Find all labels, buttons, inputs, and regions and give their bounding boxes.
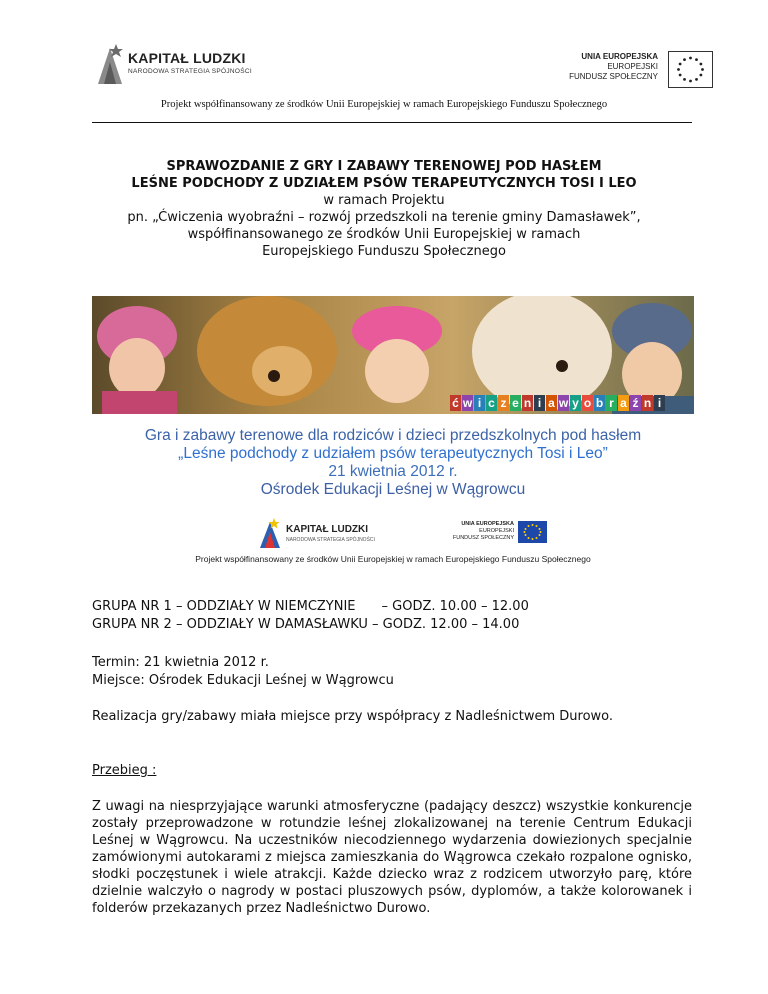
banner-letter: i xyxy=(534,395,545,411)
poster-eu-line-3: FUNDUSZ SPOŁECZNY xyxy=(452,535,514,541)
banner-letter: a xyxy=(618,395,629,411)
report-title-block xyxy=(60,158,708,260)
report-title-line-4: pn. „Ćwiczenia wyobraźni – rozwój przedszkoli na terenie gminy Damasławek”, xyxy=(127,210,641,225)
group-2-line: GRUPA NR 2 – ODDZIAŁY W DAMASŁAWKU – GODZ. 12.00 – 14.00 xyxy=(92,617,520,632)
kapital-ludzki-title: KAPITAŁ LUDZKI xyxy=(128,50,246,66)
miejsce-line: Miejsce: Ośrodek Edukacji Leśnej w Wągrowcu xyxy=(92,673,394,688)
banner-letter: i xyxy=(474,395,485,411)
banner-letter: ć xyxy=(450,395,461,411)
banner-letter: c xyxy=(486,395,497,411)
banner-letter: n xyxy=(643,396,652,410)
poster-banner-letters xyxy=(450,392,666,412)
eu-text xyxy=(569,52,658,82)
banner-letter: w xyxy=(558,396,569,410)
poster-line-1: Gra i zabawy terenowe dla rodziców i dzieci przedszkolnych pod hasłem xyxy=(144,427,642,444)
banner-letter: b xyxy=(595,396,604,410)
eu-flag-icon xyxy=(668,51,713,88)
header-divider xyxy=(92,122,692,123)
banner-letter: z xyxy=(498,395,509,411)
group-1-name: GRUPA NR 1 – ODDZIAŁY W NIEMCZYNIE xyxy=(92,599,356,614)
poster-kapital-ludzki-subtitle: NARODOWA STRATEGIA SPÓJNOŚCI xyxy=(286,537,375,543)
banner-letter: a xyxy=(546,395,557,411)
poster-eu-text xyxy=(440,521,514,542)
poster-kapital-ludzki-title: KAPITAŁ LUDZKI xyxy=(286,524,369,535)
poster-line-3: 21 kwietnia 2012 r. xyxy=(328,463,458,480)
banner-letter: o xyxy=(583,396,592,410)
poster-line-2: „Leśne podchody z udziałem psów terapeutycznych Tosi i Leo” xyxy=(178,445,608,462)
group-1-time: – GODZ. 10.00 – 12.00 xyxy=(381,599,529,614)
banner-letter: n xyxy=(523,396,532,410)
eu-line-1: UNIA EUROPEJSKA xyxy=(581,52,658,61)
realizacja-paragraph: Realizacja gry/zabawy miała miejsce przy współpracy z Nadleśnictwem Durowo. xyxy=(92,709,614,724)
poster-eu-line-2: EUROPEJSKI xyxy=(479,528,514,534)
eu-line-2: EUROPEJSKI xyxy=(607,62,658,71)
kapital-ludzki-subtitle: NARODOWA STRATEGIA SPÓJNOŚCI xyxy=(128,68,252,75)
kapital-ludzki-logo-icon xyxy=(96,40,126,86)
banner-letter: y xyxy=(570,395,581,411)
banner-letter: e xyxy=(510,395,521,411)
banner-letter: r xyxy=(606,395,617,411)
eu-line-3: FUNDUSZ SPOŁECZNY xyxy=(569,72,658,81)
banner-letter: i xyxy=(654,395,665,411)
poster-kapital-ludzki-icon xyxy=(258,516,282,550)
poster-eu-flag-icon xyxy=(518,521,547,543)
banner-letter: ź xyxy=(630,395,641,411)
report-title-line-6: Europejskiego Funduszu Społecznego xyxy=(262,244,506,259)
report-title-line-1: SPRAWOZDANIE Z GRY I ZABAWY TERENOWEJ POD HASŁEM xyxy=(166,159,602,174)
group-1-line xyxy=(92,598,692,615)
przebieg-heading: Przebieg : xyxy=(92,763,157,778)
przebieg-paragraph: Z uwagi na niesprzyjające warunki atmosferyczne (padający deszcz) wszystkie konkurencje zostały przeprowadzone w rotundzie leśnej zlokalizowanej na terenie Centrum Edukacji Leśnej w Wągrowcu. Na uczestników niecodziennego wydarzenia dowiezionych specjalnie zamówionymi autokarami z miejsca zamieszkania do Wągrowca czekało rozpalone ognisko, słodki poczęstunek i wiele atrakcji. Każde dziecko wraz z rodzicem utworzyło parę, które dzielnie walczyło o nagrody w postaci pluszowych psów, dyplomów, a także kolorowanek i folderów przekazanych przez Nadleśnictwo Durowo. xyxy=(92,799,692,916)
report-title-line-2: LEŚNE PODCHODY Z UDZIAŁEM PSÓW TERAPEUTYCZNYCH TOSI I LEO xyxy=(131,176,637,191)
header-cofinancing-note: Projekt współfinansowany ze środków Unii Europejskiej w ramach Europejskiego Funduszu Społecznego xyxy=(160,99,608,110)
poster-eu-line-1: UNIA EUROPEJSKA xyxy=(461,521,514,527)
report-title-line-3: w ramach Projektu xyxy=(323,193,445,208)
poster-line-4: Ośrodek Edukacji Leśnej w Wągrowcu xyxy=(260,481,526,498)
report-title-line-5: współfinansowanego ze środków Unii Europejskiej w ramach xyxy=(187,227,581,242)
banner-letter: w xyxy=(462,396,473,410)
poster-cofinancing-note: Projekt współfinansowany ze środków Unii Europejskiej w ramach Europejskiego Funduszu Społecznego xyxy=(195,554,591,564)
poster-text xyxy=(92,427,694,499)
termin-line: Termin: 21 kwietnia 2012 r. xyxy=(92,655,269,670)
